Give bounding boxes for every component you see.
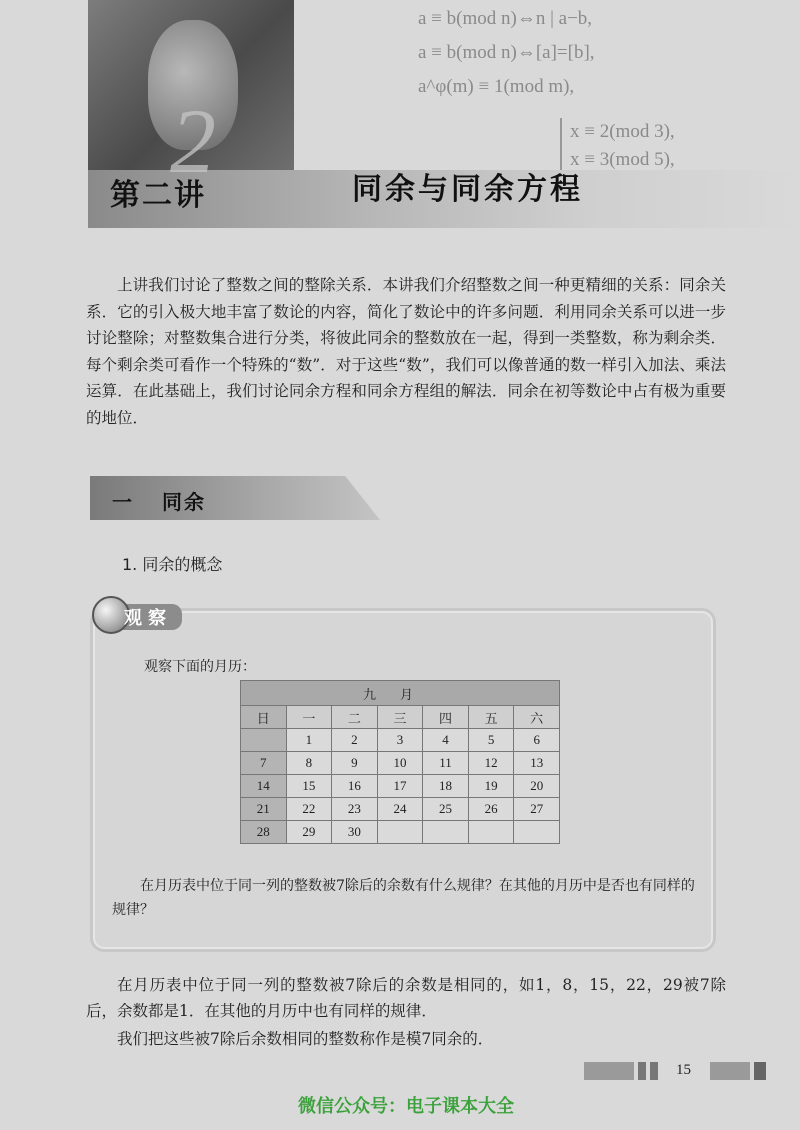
header-formulas [418, 2, 595, 104]
day-cell: 15 [286, 775, 332, 798]
day-cell: 17 [377, 775, 423, 798]
section-heading [112, 486, 206, 515]
day-cell: 21 [241, 798, 287, 821]
chapter-number: 第二讲 [110, 178, 206, 213]
day-cell: 24 [377, 798, 423, 821]
observe-prompt: 观察下面的月历： [144, 659, 256, 675]
day-cell: 16 [332, 775, 378, 798]
day-cell: 6 [514, 729, 560, 752]
calendar-row [241, 798, 560, 821]
chapter-title: 同余与同余方程 [352, 172, 583, 207]
footer-decoration [584, 1062, 634, 1080]
footer-decoration [710, 1062, 750, 1080]
section-number: 一 [112, 490, 134, 514]
intro-paragraph: 上讲我们讨论了整数之间的整除关系．本讲我们介绍整数之间一种更精细的关系：同余关系．它的引入极大地丰富了数论的内容，简化了数论中的许多问题．利用同余关系可以进一步讨论整除；对整数集合进行分类，将彼此同余的整数放在一起，得到一类整数，称为剩余类．每个剩余类可看作一个特殊的“数”．对于这些“数”，我们可以像普通的数一样引入加法、乘法运算．在此基础上，我们讨论同余方程和同余方程组的解法．同余在初等数论中占有极为重要的地位． [86, 276, 726, 427]
day-cell: 27 [514, 798, 560, 821]
day-cell: 20 [514, 775, 560, 798]
weekday-cell: 六 [514, 706, 560, 729]
observe-question: 在月历表中位于同一列的整数被7除后的余数有什么规律？在其他的月历中是否也有同样的规律？ [112, 878, 695, 918]
explanation-paragraph: 在月历表中位于同一列的整数被7除后的余数是相同的，如1，8，15，22，29被7除后，余数都是1．在其他的月历中也有同样的规律． [86, 976, 726, 1020]
day-cell: 11 [423, 752, 469, 775]
day-cell: 25 [423, 798, 469, 821]
calendar-table [240, 680, 560, 844]
subsection-heading: 1. 同余的概念 [122, 555, 223, 574]
day-cell: 14 [241, 775, 287, 798]
chapter-big-digit: 2 [170, 90, 216, 192]
footer-decoration [754, 1062, 766, 1080]
day-cell: 10 [377, 752, 423, 775]
day-cell [514, 821, 560, 844]
system-line: x ≡ 2(mod 3), [570, 121, 675, 142]
day-cell: 23 [332, 798, 378, 821]
day-cell: 29 [286, 821, 332, 844]
footer-decoration [650, 1062, 658, 1080]
day-cell: 12 [468, 752, 514, 775]
calendar-month: 九月 [241, 681, 560, 706]
watermark-text: 微信公众号：电子课本大全 [298, 1096, 514, 1117]
day-cell: 7 [241, 752, 287, 775]
formula-line: a ≡ b(mod n)⇔n | a−b, [418, 8, 593, 29]
calendar-row [241, 775, 560, 798]
weekday-cell: 五 [468, 706, 514, 729]
weekday-cell: 三 [377, 706, 423, 729]
day-cell [241, 729, 287, 752]
day-cell: 22 [286, 798, 332, 821]
weekday-cell: 一 [286, 706, 332, 729]
footer-decoration [638, 1062, 646, 1080]
observe-label: 观察 [124, 608, 172, 629]
day-cell: 28 [241, 821, 287, 844]
day-cell: 3 [377, 729, 423, 752]
section-title: 同余 [162, 490, 206, 514]
weekday-cell: 日 [241, 706, 287, 729]
calendar-row [241, 729, 560, 752]
page-number: 15 [676, 1062, 691, 1078]
day-cell: 30 [332, 821, 378, 844]
definition-paragraph: 我们把这些被7除后余数相同的整数称作是模7同余的． [117, 1030, 494, 1048]
weekday-cell: 二 [332, 706, 378, 729]
day-cell: 13 [514, 752, 560, 775]
day-cell: 1 [286, 729, 332, 752]
day-cell [468, 821, 514, 844]
formula-line: a^φ(m) ≡ 1(mod m), [418, 76, 575, 97]
day-cell [377, 821, 423, 844]
day-cell: 5 [468, 729, 514, 752]
day-cell: 4 [423, 729, 469, 752]
formula-line: a ≡ b(mod n)⇔[a]=[b], [418, 42, 595, 63]
day-cell: 8 [286, 752, 332, 775]
day-cell: 18 [423, 775, 469, 798]
day-cell: 9 [332, 752, 378, 775]
day-cell: 2 [332, 729, 378, 752]
day-cell: 19 [468, 775, 514, 798]
day-cell [423, 821, 469, 844]
calendar-weekday-row [241, 706, 560, 729]
calendar-row [241, 752, 560, 775]
day-cell: 26 [468, 798, 514, 821]
system-line: x ≡ 3(mod 5), [570, 149, 675, 170]
calendar-row [241, 821, 560, 844]
weekday-cell: 四 [423, 706, 469, 729]
